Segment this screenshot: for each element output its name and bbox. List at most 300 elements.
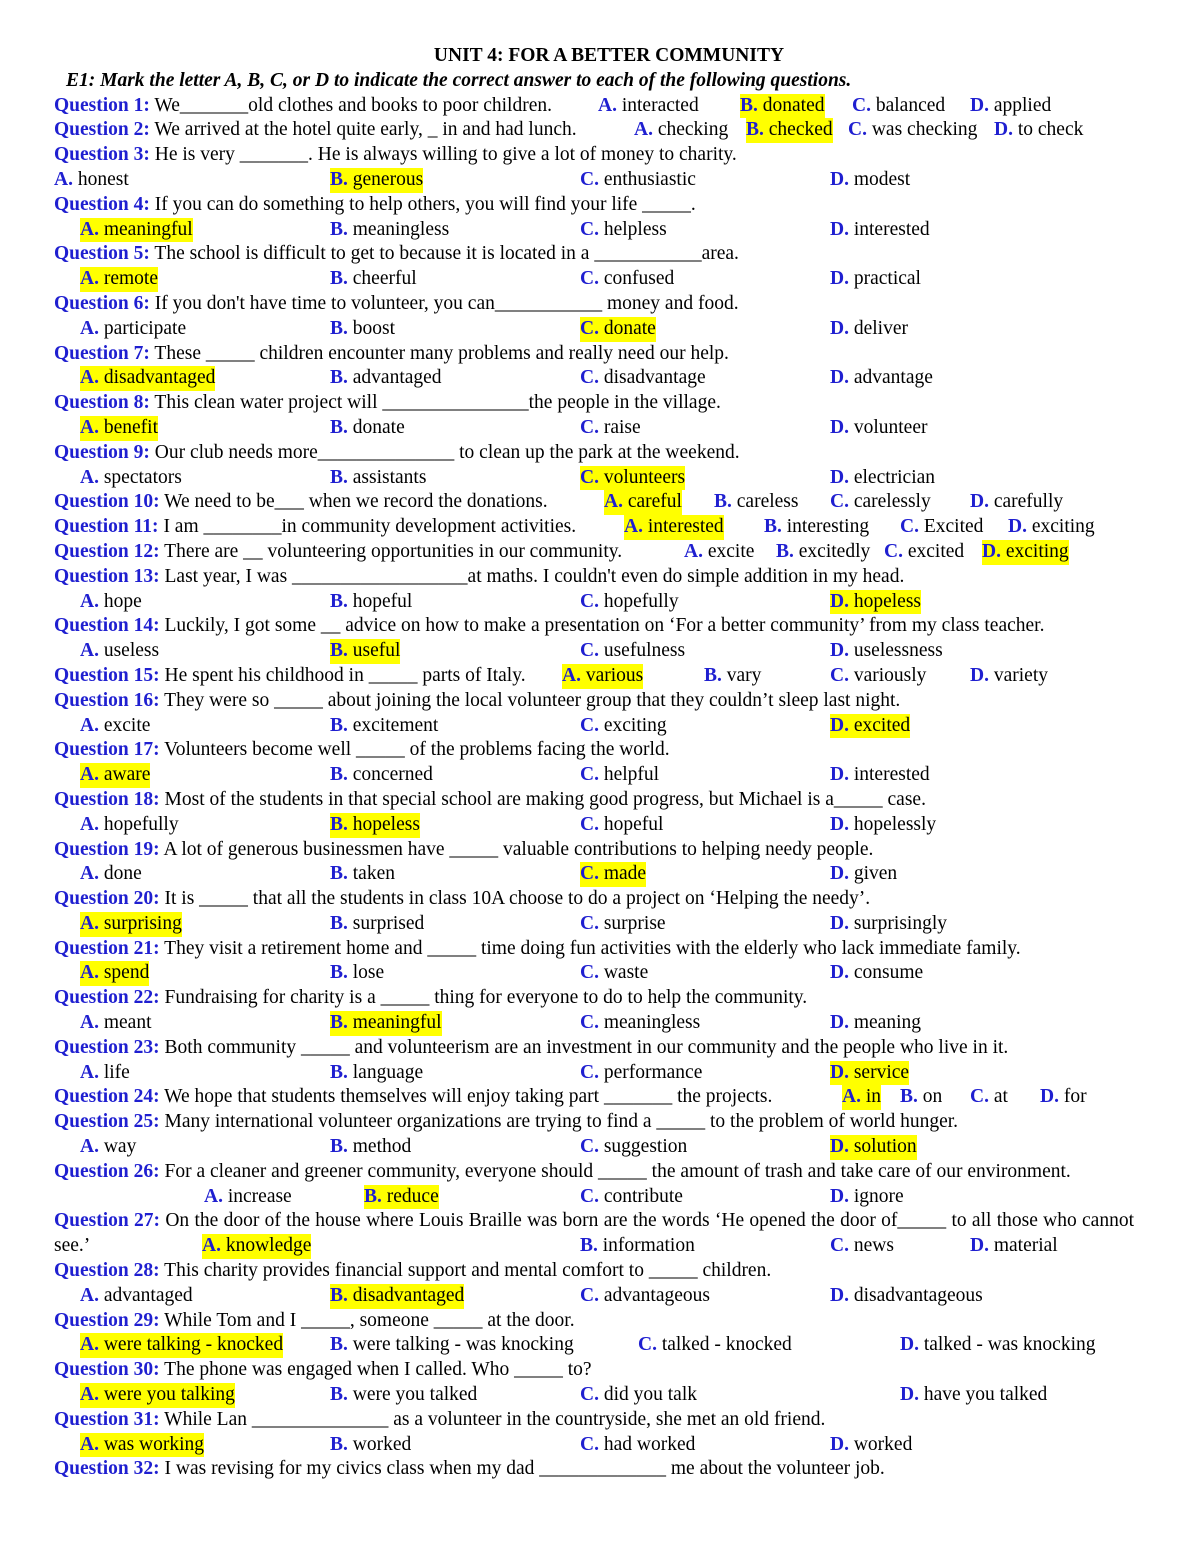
options-29 bbox=[54, 1333, 1134, 1358]
question-text: There are __ volunteering opportunities in our community. bbox=[159, 540, 623, 562]
option-highlighted bbox=[80, 1383, 235, 1408]
options-30 bbox=[54, 1383, 1134, 1408]
question-label: Question 32: bbox=[54, 1458, 160, 1480]
option bbox=[330, 366, 442, 391]
question-24 bbox=[54, 1085, 1134, 1110]
question-text: material bbox=[993, 1235, 1058, 1257]
question-text: made bbox=[603, 863, 647, 885]
option-letter: D. bbox=[830, 1433, 849, 1455]
option-highlighted bbox=[80, 1333, 283, 1358]
question-text: interested bbox=[853, 764, 930, 786]
question-text: Excited bbox=[923, 516, 984, 538]
question-text: uselessness bbox=[853, 640, 943, 662]
question-text: reduce bbox=[386, 1185, 439, 1207]
option bbox=[330, 1061, 423, 1086]
option bbox=[580, 218, 667, 243]
options-25 bbox=[54, 1135, 1134, 1160]
option-letter: C. bbox=[830, 1235, 849, 1257]
question-text: have you talked bbox=[923, 1384, 1048, 1406]
option bbox=[684, 540, 754, 565]
question-text: I am ________in community development activities. bbox=[158, 516, 577, 538]
option bbox=[970, 94, 1051, 119]
option-letter: A. bbox=[80, 1334, 99, 1356]
question-label: Question 27: bbox=[54, 1210, 161, 1232]
options-20 bbox=[54, 912, 1134, 937]
option-letter: A. bbox=[80, 590, 99, 612]
question-text: generous bbox=[352, 168, 424, 190]
question-text: remote bbox=[103, 268, 158, 290]
question-text: disadvantaged bbox=[103, 367, 216, 389]
option bbox=[330, 267, 417, 292]
question-text: meant bbox=[103, 1012, 152, 1034]
option bbox=[580, 267, 674, 292]
question-text: assistants bbox=[352, 466, 427, 488]
option bbox=[80, 1061, 130, 1086]
option-letter: A. bbox=[562, 664, 581, 686]
question-text: solution bbox=[853, 1136, 917, 1158]
option-letter: A. bbox=[604, 491, 623, 513]
question-text: carelessly bbox=[853, 491, 931, 513]
option-letter: B. bbox=[330, 912, 348, 934]
question-16 bbox=[54, 689, 1134, 714]
option bbox=[580, 813, 663, 838]
question-12 bbox=[54, 540, 1134, 565]
option-letter: D. bbox=[830, 1012, 849, 1034]
option-letter: B. bbox=[330, 1334, 348, 1356]
option bbox=[54, 168, 129, 193]
options-3 bbox=[54, 168, 1134, 193]
question-text: exciting bbox=[603, 714, 667, 736]
option-letter: D. bbox=[830, 1185, 849, 1207]
options-5 bbox=[54, 267, 1134, 292]
option-letter: D. bbox=[900, 1334, 919, 1356]
option-letter: A. bbox=[684, 540, 703, 562]
option bbox=[848, 118, 977, 143]
option-highlighted bbox=[330, 1284, 464, 1309]
question-text: done bbox=[103, 863, 142, 885]
question-text: advantaged bbox=[103, 1284, 193, 1306]
option bbox=[580, 639, 685, 664]
question-text: talked - knocked bbox=[661, 1334, 792, 1356]
option-letter: C. bbox=[580, 590, 599, 612]
option-letter: B. bbox=[764, 516, 782, 538]
question-text: concerned bbox=[352, 764, 433, 786]
question-text: He is very _______. He is always willing to give a lot of money to charity. bbox=[149, 144, 737, 166]
option-letter: C. bbox=[580, 168, 599, 190]
question-label: Question 8: bbox=[54, 392, 150, 414]
option-letter: D. bbox=[1040, 1086, 1059, 1108]
option-letter: A. bbox=[80, 466, 99, 488]
option bbox=[830, 1284, 983, 1309]
option-letter: B. bbox=[580, 1235, 598, 1257]
options-17 bbox=[54, 763, 1134, 788]
question-text: boost bbox=[352, 317, 396, 339]
question-label: Question 26: bbox=[54, 1160, 160, 1182]
option bbox=[830, 1433, 912, 1458]
option-highlighted bbox=[830, 1135, 917, 1160]
option-letter: D. bbox=[830, 416, 849, 438]
option-letter: A. bbox=[80, 268, 99, 290]
question-text: usefulness bbox=[603, 640, 686, 662]
option-letter: D. bbox=[830, 640, 849, 662]
option bbox=[580, 1433, 695, 1458]
option bbox=[580, 1135, 687, 1160]
option-letter: C. bbox=[580, 962, 599, 984]
question-text: worked bbox=[853, 1433, 913, 1455]
option bbox=[580, 1383, 697, 1408]
question-text: A lot of generous businessmen have _____ valuable contributions to helping needy people. bbox=[159, 838, 874, 860]
option-highlighted bbox=[80, 416, 158, 441]
question-text: excited bbox=[907, 540, 965, 562]
option-letter: D. bbox=[970, 664, 989, 686]
question-text: surprisingly bbox=[853, 912, 948, 934]
question-29 bbox=[54, 1309, 1134, 1334]
question-label: Question 16: bbox=[54, 689, 160, 711]
question-10 bbox=[54, 490, 1134, 515]
option-letter: D. bbox=[830, 590, 849, 612]
option bbox=[80, 1284, 193, 1309]
question-text: way bbox=[103, 1136, 137, 1158]
option-letter: C. bbox=[848, 119, 867, 141]
question-text: method bbox=[352, 1136, 412, 1158]
option bbox=[580, 714, 667, 739]
question-text: This charity provides financial support and mental comfort to _____ children. bbox=[159, 1260, 772, 1282]
option-letter: A. bbox=[80, 1061, 99, 1083]
option-letter: D. bbox=[830, 168, 849, 190]
question-text: hopeless bbox=[352, 813, 420, 835]
question-label: Question 1: bbox=[54, 94, 150, 116]
question-text: given bbox=[853, 863, 898, 885]
option bbox=[852, 94, 945, 119]
question-text: language bbox=[352, 1061, 424, 1083]
question-text: increase bbox=[227, 1185, 292, 1207]
question-label: Question 23: bbox=[54, 1036, 160, 1058]
option-letter: B. bbox=[330, 1384, 348, 1406]
option-highlighted bbox=[842, 1085, 881, 1110]
question-28 bbox=[54, 1259, 1134, 1284]
option bbox=[970, 1085, 1008, 1110]
question-text: exciting bbox=[1005, 540, 1069, 562]
question-text: were talking - was knocking bbox=[352, 1334, 574, 1356]
question-text: excitedly bbox=[798, 540, 871, 562]
question-label: Question 2: bbox=[54, 119, 150, 141]
question-text: This clean water project will _______________the people in the village. bbox=[149, 392, 721, 414]
question-label: Question 25: bbox=[54, 1111, 160, 1133]
option bbox=[900, 1085, 942, 1110]
option bbox=[900, 1333, 1096, 1358]
question-label: Question 9: bbox=[54, 441, 150, 463]
option bbox=[580, 961, 648, 986]
option-letter: B. bbox=[330, 863, 348, 885]
option bbox=[80, 639, 159, 664]
question-7 bbox=[54, 342, 1134, 367]
option bbox=[1008, 515, 1095, 540]
option-highlighted bbox=[830, 590, 921, 615]
question-label: Question 7: bbox=[54, 342, 150, 364]
option-letter: B. bbox=[330, 640, 348, 662]
question-text: modest bbox=[853, 168, 911, 190]
option-highlighted bbox=[364, 1185, 439, 1210]
option bbox=[330, 912, 424, 937]
option-letter: D. bbox=[830, 218, 849, 240]
options-9 bbox=[54, 466, 1134, 491]
option-letter: A. bbox=[80, 1433, 99, 1455]
option-letter: B. bbox=[330, 218, 348, 240]
option-letter: C. bbox=[580, 1284, 599, 1306]
option-letter: B. bbox=[330, 714, 348, 736]
option bbox=[638, 1333, 792, 1358]
question-text: deliver bbox=[853, 317, 908, 339]
question-32 bbox=[54, 1457, 1134, 1482]
question-text: It is _____ that all the students in class 10A choose to do a project on ‘Helping the needy’. bbox=[159, 888, 871, 910]
question-label: Question 10: bbox=[54, 491, 160, 513]
question-label: Question 20: bbox=[54, 888, 160, 910]
question-text: waste bbox=[603, 962, 649, 984]
options-27 bbox=[54, 1234, 1134, 1259]
question-text: careful bbox=[627, 491, 682, 513]
option-highlighted bbox=[746, 118, 833, 143]
option-letter: B. bbox=[900, 1086, 918, 1108]
question-text: hope bbox=[103, 590, 142, 612]
question-label: Question 6: bbox=[54, 292, 150, 314]
question-text: donate bbox=[352, 416, 405, 438]
option-letter: D. bbox=[830, 317, 849, 339]
question-text: While Tom and I _____, someone _____ at the door. bbox=[159, 1309, 575, 1331]
question-text: interested bbox=[853, 218, 930, 240]
question-text: donated bbox=[762, 94, 825, 116]
question-text: lose bbox=[352, 962, 385, 984]
options-26 bbox=[54, 1185, 1134, 1210]
question-31 bbox=[54, 1408, 1134, 1433]
option bbox=[580, 1061, 702, 1086]
option-highlighted bbox=[330, 1011, 442, 1036]
question-label: Question 11: bbox=[54, 516, 159, 538]
question-text: suggestion bbox=[603, 1136, 688, 1158]
question-text: meaningful bbox=[103, 218, 193, 240]
question-label: Question 3: bbox=[54, 144, 150, 166]
option-letter: D. bbox=[830, 367, 849, 389]
option-letter: C. bbox=[580, 268, 599, 290]
question-text: hopeful bbox=[603, 813, 664, 835]
option-letter: A. bbox=[54, 168, 73, 190]
question-label: Question 12: bbox=[54, 540, 160, 562]
option-letter: A. bbox=[80, 317, 99, 339]
question-text: knowledge bbox=[225, 1235, 312, 1257]
question-2 bbox=[54, 118, 1134, 143]
question-text: They visit a retirement home and _____ time doing fun activities with the elderly who lack immediate family. bbox=[159, 937, 1021, 959]
options-21 bbox=[54, 961, 1134, 986]
option bbox=[830, 763, 930, 788]
option-letter: D. bbox=[830, 714, 849, 736]
option-letter: A. bbox=[80, 416, 99, 438]
option bbox=[580, 1234, 695, 1259]
option bbox=[830, 490, 931, 515]
question-text: excited bbox=[853, 714, 911, 736]
option bbox=[80, 317, 186, 342]
option bbox=[830, 218, 930, 243]
question-text: consume bbox=[853, 962, 924, 984]
question-6 bbox=[54, 292, 1134, 317]
option-letter: D. bbox=[1008, 516, 1027, 538]
option bbox=[830, 912, 947, 937]
option-highlighted bbox=[330, 168, 423, 193]
question-label: Question 19: bbox=[54, 838, 160, 860]
question-text: Many international volunteer organizations are trying to find a _____ to the problem of world hunger. bbox=[159, 1111, 959, 1133]
option-letter: B. bbox=[330, 590, 348, 612]
option bbox=[830, 961, 923, 986]
option-highlighted bbox=[202, 1234, 311, 1259]
option-highlighted bbox=[80, 763, 150, 788]
option-letter: B. bbox=[330, 317, 348, 339]
options-23 bbox=[54, 1061, 1134, 1086]
question-text: While Lan ______________ as a volunteer in the countryside, she met an old friend. bbox=[159, 1408, 826, 1430]
question-13 bbox=[54, 565, 1134, 590]
option-letter: C. bbox=[638, 1334, 657, 1356]
question-text: taken bbox=[352, 863, 395, 885]
option bbox=[884, 540, 964, 565]
option-letter: C. bbox=[830, 491, 849, 513]
question-text: vary bbox=[726, 664, 762, 686]
option-highlighted bbox=[330, 813, 420, 838]
option bbox=[764, 515, 869, 540]
option bbox=[580, 416, 641, 441]
option bbox=[330, 317, 395, 342]
option bbox=[776, 540, 870, 565]
options-14 bbox=[54, 639, 1134, 664]
question-23 bbox=[54, 1036, 1134, 1061]
question-26 bbox=[54, 1160, 1134, 1185]
question-text: excite bbox=[103, 714, 151, 736]
option-letter: A. bbox=[80, 764, 99, 786]
option bbox=[580, 1011, 700, 1036]
question-label: Question 15: bbox=[54, 664, 160, 686]
option bbox=[330, 416, 405, 441]
option bbox=[204, 1185, 292, 1210]
question-text: Luckily, I got some __ advice on how to make a presentation on ‘For a better community’ from my class teacher. bbox=[159, 615, 1045, 637]
question-text: balanced bbox=[875, 94, 946, 116]
question-text: If you can do something to help others, you will find your life _____. bbox=[149, 193, 696, 215]
options-28 bbox=[54, 1284, 1134, 1309]
option-letter: B. bbox=[330, 813, 348, 835]
option bbox=[330, 1383, 477, 1408]
option bbox=[80, 1011, 152, 1036]
question-text: careless bbox=[736, 491, 799, 513]
question-text: variety bbox=[993, 664, 1048, 686]
option-letter: C. bbox=[580, 367, 599, 389]
question-text: For a cleaner and greener community, everyone should _____ the amount of trash and take care of our environment. bbox=[159, 1160, 1071, 1182]
option-letter: A. bbox=[80, 1136, 99, 1158]
option-highlighted bbox=[580, 317, 656, 342]
option bbox=[580, 590, 679, 615]
option bbox=[330, 1333, 574, 1358]
option-letter: C. bbox=[830, 664, 849, 686]
option-letter: C. bbox=[852, 94, 871, 116]
option bbox=[830, 416, 927, 441]
option bbox=[580, 1284, 710, 1309]
question-label: Question 24: bbox=[54, 1086, 160, 1108]
option-highlighted bbox=[80, 912, 182, 937]
question-4 bbox=[54, 193, 1134, 218]
option-letter: A. bbox=[842, 1086, 861, 1108]
question-text: interesting bbox=[786, 516, 870, 538]
question-label: Question 13: bbox=[54, 565, 160, 587]
option-letter: C. bbox=[580, 466, 599, 488]
question-text: exciting bbox=[1031, 516, 1095, 538]
option-letter: A. bbox=[80, 640, 99, 662]
question-text: confused bbox=[603, 268, 675, 290]
question-text: Both community _____ and volunteerism are an investment in our community and the people who live in it. bbox=[159, 1036, 1009, 1058]
option-highlighted bbox=[982, 540, 1069, 565]
question-14 bbox=[54, 614, 1134, 639]
question-text: interested bbox=[647, 516, 724, 538]
option-letter: A. bbox=[80, 714, 99, 736]
option-letter: B. bbox=[330, 764, 348, 786]
option-letter: C. bbox=[900, 516, 919, 538]
question-18 bbox=[54, 788, 1134, 813]
question-text: contribute bbox=[603, 1185, 683, 1207]
option-letter: B. bbox=[704, 664, 722, 686]
option-letter: A. bbox=[80, 367, 99, 389]
option-letter: A. bbox=[80, 912, 99, 934]
question-text: spend bbox=[103, 962, 150, 984]
option-letter: D. bbox=[830, 912, 849, 934]
option bbox=[80, 813, 179, 838]
question-text: surprise bbox=[603, 912, 666, 934]
option-letter: C. bbox=[580, 1136, 599, 1158]
question-text: checked bbox=[768, 119, 833, 141]
question-text: at bbox=[993, 1086, 1008, 1108]
question-text: hopefully bbox=[103, 813, 179, 835]
option bbox=[994, 118, 1083, 143]
options-31 bbox=[54, 1433, 1134, 1458]
question-5 bbox=[54, 242, 1134, 267]
question-text: We hope that students themselves will enjoy taking part _______ the projects. bbox=[159, 1086, 773, 1108]
option bbox=[970, 490, 1063, 515]
question-text: had worked bbox=[603, 1433, 696, 1455]
option-letter: B. bbox=[330, 416, 348, 438]
question-15 bbox=[54, 664, 1134, 689]
question-text: honest bbox=[77, 168, 129, 190]
question-label: Question 22: bbox=[54, 987, 160, 1009]
question-text: disadvantageous bbox=[853, 1284, 983, 1306]
question-3 bbox=[54, 143, 1134, 168]
option-letter: B. bbox=[746, 119, 764, 141]
option bbox=[1040, 1085, 1087, 1110]
option-letter: D. bbox=[830, 466, 849, 488]
option-letter: B. bbox=[330, 1012, 348, 1034]
option bbox=[830, 862, 897, 887]
question-22 bbox=[54, 986, 1134, 1011]
option bbox=[900, 515, 983, 540]
question-text: hopelessly bbox=[853, 813, 937, 835]
option-letter: D. bbox=[900, 1384, 919, 1406]
option-highlighted bbox=[580, 466, 685, 491]
option-letter: B. bbox=[776, 540, 794, 562]
question-text: practical bbox=[853, 268, 921, 290]
question-text: I was revising for my civics class when my dad _____________ me about the volunteer job. bbox=[159, 1458, 885, 1480]
question-text: variously bbox=[853, 664, 927, 686]
option bbox=[830, 664, 926, 689]
question-text: advantage bbox=[853, 367, 933, 389]
question-text: hopeless bbox=[853, 590, 921, 612]
option-highlighted bbox=[80, 366, 215, 391]
option bbox=[80, 466, 182, 491]
option bbox=[580, 912, 666, 937]
option-highlighted bbox=[80, 1433, 204, 1458]
question-text: news bbox=[853, 1235, 894, 1257]
option-letter: B. bbox=[330, 1136, 348, 1158]
question-text: surprised bbox=[352, 912, 425, 934]
